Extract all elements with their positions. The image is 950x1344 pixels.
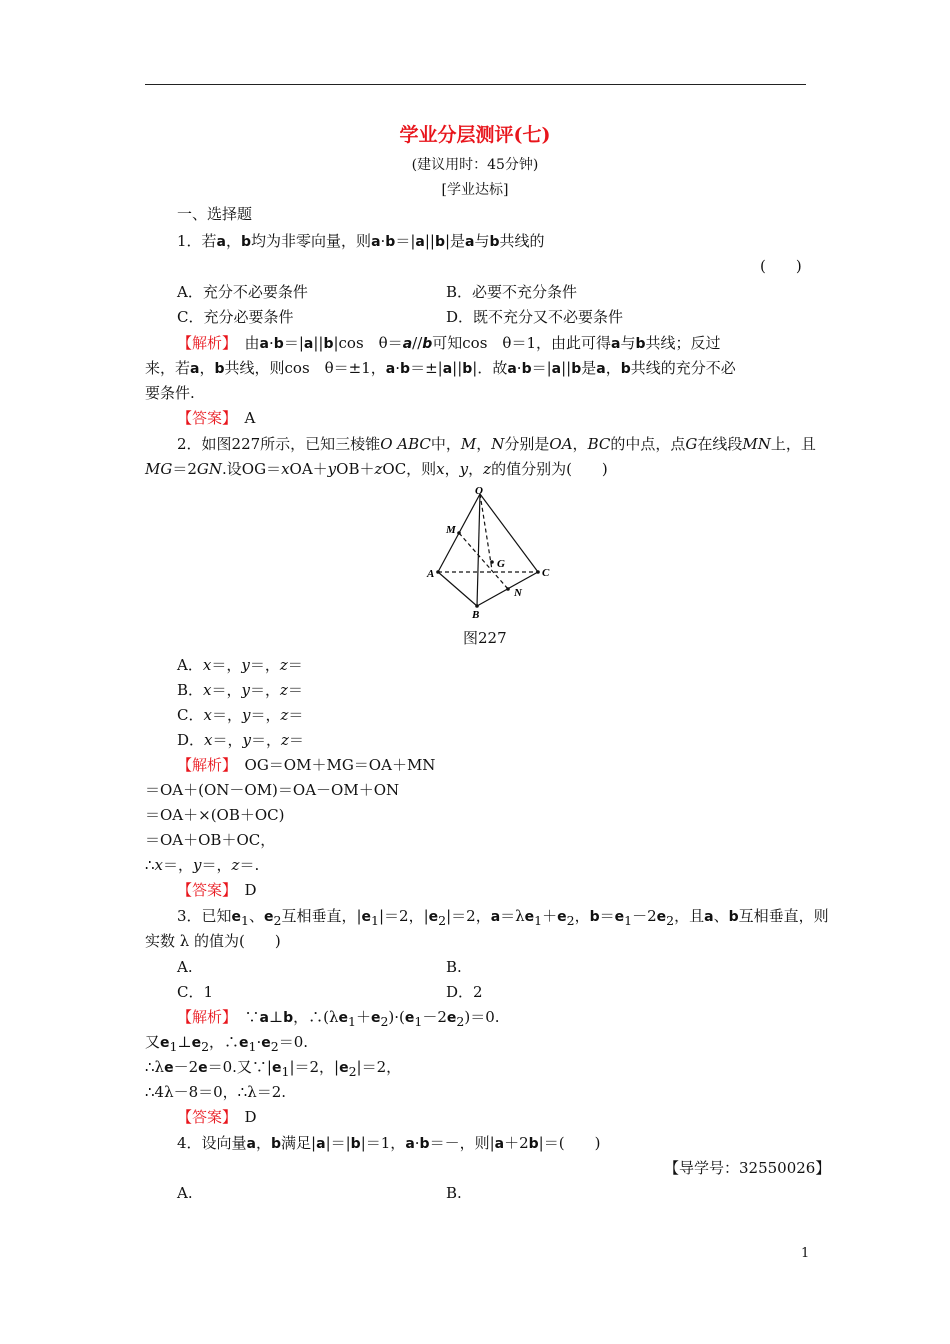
analysis-label: 【解析】 (177, 334, 230, 352)
level-tag: [学业达标] (441, 182, 509, 198)
analysis-2-line-4: ＝OA＋OB＋OC， (145, 831, 276, 849)
analysis-label: 【解析】 (177, 1008, 230, 1026)
question-3-stem-line-2: 实数 λ 的值为( ) (145, 932, 281, 950)
point-b (475, 604, 479, 608)
analysis-3-line-1: 【解析】 ∵a⊥b，$\therefore(\lambda e_1+e_2)\cdot(e_1-2e_2)=0$. (177, 1008, 500, 1029)
point-n (506, 587, 510, 591)
analysis-1-line-3: 要条件. (145, 384, 195, 402)
label-g: G (497, 558, 505, 570)
analysis-1-line-1: 【解析】 由a·b＝|a||b|cos θ＝a//b可知cos θ＝1，由此可得a与b共线；反过 (177, 334, 721, 352)
page-title: 学业分层测评(七) (399, 124, 551, 146)
answer-label: 【答案】 (177, 409, 230, 427)
analysis-3-line-2: 又$e_1\perp e_2$，$\therefore e_1\cdot e_2=0$. (145, 1033, 309, 1054)
analysis-2-line-3: ＝OA＋×(OB＋OC) (145, 806, 285, 824)
analysis-2-line-1: 【解析】 OG＝OM＋MG＝OA＋MN (177, 756, 436, 774)
option-b: B. (446, 1184, 462, 1202)
question-4-stem: 4．设向量a，b满足|a|＝|b|＝1，a·b＝－，则|a＋2b|＝( ) (177, 1134, 601, 1152)
label-o: O (475, 485, 483, 497)
answer-label: 【答案】 (177, 881, 230, 899)
question-3-stem-line-1: 3．已知$e_1$、$e_2$互相垂直，$|e_1|=2$，$|e_2|=2$，$a=\lambda e_1+e_2$，$b=e_1-2e_2$，且a、b互相垂直，则 (177, 907, 829, 928)
analysis-3-line-4: ∴4λ－8＝0，∴λ＝2. (145, 1083, 287, 1101)
option-d: D．2 (446, 983, 483, 1001)
answer-3: 【答案】 D (177, 1108, 257, 1126)
segment-og (480, 494, 492, 570)
question-2-stem-line-1: 2．如图227所示，已知三棱锥O ABC中，M，N分别是OA，BC的中点，点G在线段MN上，且 (177, 435, 816, 453)
point-a (436, 570, 440, 574)
point-m (457, 531, 461, 535)
option-a: A．x＝，y＝，z＝ (177, 656, 303, 674)
option-a: A. (177, 958, 193, 976)
label-b: B (472, 609, 480, 621)
analysis-3-line-3: ∴λe－2e＝0.又$\because|e_1|=2$，$|e_2|=2$， (145, 1058, 402, 1079)
section-heading: 一、选择题 (177, 205, 253, 223)
page-number: 1 (801, 1246, 810, 1261)
analysis-2-line-5: ∴x＝，y＝，z＝. (145, 856, 260, 874)
answer-1: 【答案】 A (177, 409, 256, 427)
option-b: B. (446, 958, 462, 976)
edge-ab (438, 572, 477, 606)
point-c (536, 570, 540, 574)
analysis-label: 【解析】 (177, 756, 230, 774)
suggested-time: (建议用时：45分钟) (411, 157, 539, 173)
option-c: C．充分必要条件 (177, 308, 294, 326)
analysis-2-line-2: ＝OA＋(ON－OM)＝OA－OM＋ON (145, 781, 400, 799)
option-a: A．充分不必要条件 (177, 283, 308, 301)
option-d: D．x＝，y＝，z＝ (177, 731, 304, 749)
analysis-1-line-2: 来，若a，b共线，则cos θ＝±1，a·b＝±|a||b|．故a·b＝|a||b是a，b共线的充分不必 (145, 359, 736, 377)
pyramid-figure (420, 482, 560, 622)
answer-bracket: ( ) (760, 257, 802, 275)
figure-caption: 图227 (463, 629, 507, 647)
option-c: C．1 (177, 983, 214, 1001)
option-b: B．x＝，y＝，z＝ (177, 681, 303, 699)
guide-number: 【导学号：32550026】 (664, 1159, 831, 1177)
edge-ob (477, 494, 480, 606)
edge-oc (480, 494, 538, 572)
header-rule (145, 84, 806, 85)
question-1-stem: 1．若a，b均为非零向量，则a·b＝|a||b|是a与b共线的 (177, 232, 545, 250)
option-d: D．既不充分又不必要条件 (446, 308, 624, 326)
label-n: N (514, 587, 522, 599)
answer-label: 【答案】 (177, 1108, 230, 1126)
label-a: A (427, 568, 435, 580)
label-c: C (542, 567, 550, 579)
label-m: M (446, 524, 456, 536)
question-2-stem-line-2: MG＝2GN.设OG＝xOA＋yOB＋zOC，则x，y，z的值分别为( ) (145, 460, 608, 478)
answer-2: 【答案】 D (177, 881, 257, 899)
option-a: A. (177, 1184, 193, 1202)
option-b: B．必要不充分条件 (446, 283, 578, 301)
point-g (490, 560, 494, 564)
option-c: C．x＝，y＝，z＝ (177, 706, 304, 724)
